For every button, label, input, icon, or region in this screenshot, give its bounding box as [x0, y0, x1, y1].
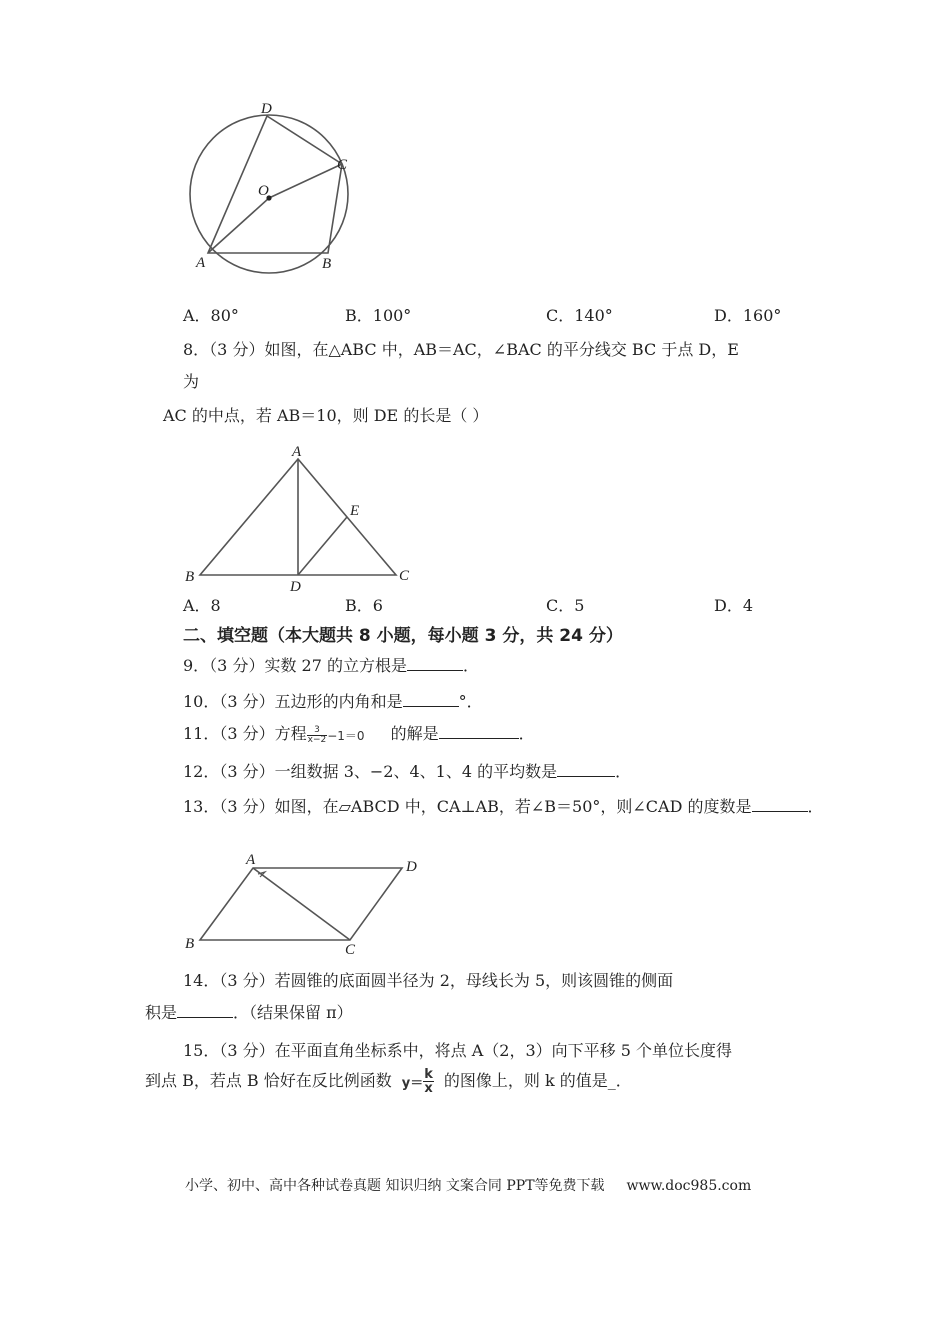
q8-label-e: E — [350, 503, 360, 519]
q14-line-1: 14．（3 分）若圆锥的底面圆半径为 2，母线长为 5，则该圆锥的侧面 — [183, 971, 674, 990]
q9-answer-blank — [407, 656, 463, 671]
q9-suffix: ． — [462, 656, 479, 675]
q13-line — [183, 794, 824, 817]
q15-line-2 — [145, 1068, 632, 1095]
q13-diagonal-ac — [253, 868, 350, 940]
footer — [185, 1175, 751, 1195]
q7-segment-oc — [269, 164, 342, 198]
q8-label-d: D — [290, 579, 301, 595]
q7-label-d: D — [261, 101, 272, 117]
q9-prefix: 9．（3 分）实数 27 的立方根是 — [183, 656, 407, 675]
q13-answer-blank — [752, 797, 808, 812]
q9-line — [183, 653, 479, 676]
q14-line-2 — [145, 1000, 353, 1023]
q8-option-a: A．8 — [183, 596, 221, 615]
q15-function-lhs: y＝ — [401, 1076, 424, 1091]
q8-figure — [180, 440, 420, 595]
q12-prefix: 12．（3 分）一组数据 3、−2、4、1、4 的平均数是 — [183, 762, 558, 781]
q11-equation — [307, 725, 365, 745]
q7-option-a: A．80° — [183, 306, 239, 325]
q11-line — [183, 721, 535, 745]
q10-suffix: °． — [458, 692, 483, 711]
q7-label-b: B — [322, 256, 332, 272]
q14-prefix: 积是 — [145, 1003, 178, 1022]
q7-label-c: C — [337, 157, 348, 173]
q7-label-o: O — [258, 183, 269, 199]
q8-line-1: 8．（3 分）如图，在△ABC 中，AB＝AC，∠BAC 的平分线交 BC 于点 D，E — [183, 340, 739, 359]
q13-label-d: D — [406, 859, 417, 875]
q8-line-3: AC 的中点，若 AB＝10，则 DE 的长是（ ） — [163, 406, 489, 425]
section-heading: 二、填空题（本大题共 8 小题，每小题 3 分，共 24 分） — [183, 626, 623, 646]
q13-label-c: C — [345, 942, 356, 958]
q7-quadrilateral — [208, 116, 342, 253]
q15-prefix: 到点 B，若点 B 恰好在反比例函数 — [145, 1071, 392, 1090]
q10-line — [183, 689, 483, 712]
q7-option-d: D．160° — [714, 306, 782, 325]
q7-segment-ao — [208, 198, 269, 253]
q8-label-c: C — [399, 568, 410, 584]
q10-answer-blank — [403, 692, 459, 707]
q8-option-d: D．4 — [714, 596, 754, 615]
q8-option-c: C．5 — [546, 596, 585, 615]
q10-prefix: 10．（3 分）五边形的内角和是 — [183, 692, 403, 711]
q13-suffix: ． — [807, 797, 824, 816]
q7-label-a: A — [196, 255, 206, 271]
q8-label-b: B — [185, 569, 195, 585]
q15-frac-numerator: k — [424, 1067, 433, 1082]
q8-line-2: 为 — [183, 372, 200, 391]
q15-line-1: 15．（3 分）在平面直角坐标系中，将点 A（2，3）向下平移 5 个单位长度得 — [183, 1041, 732, 1060]
q7-option-c: C．140° — [546, 306, 613, 325]
q14-answer-blank — [177, 1003, 233, 1018]
q14-suffix: ．（结果保留 π） — [233, 1003, 353, 1022]
footer-text: 小学、初中、高中各种试卷真题 知识归纳 文案合同 PPT等免费下载 — [185, 1178, 605, 1194]
q15-frac-denominator: x — [424, 1081, 433, 1096]
q12-line — [183, 759, 631, 782]
q11-suffix: ． — [518, 724, 535, 743]
q15-function — [402, 1068, 434, 1095]
q8-option-b: B．6 — [345, 596, 383, 615]
q11-middle: 的解是 — [390, 724, 439, 743]
q13-label-b: B — [185, 936, 195, 952]
q11-answer-blank — [439, 724, 519, 739]
q7-figure — [185, 100, 365, 275]
q7-circle — [190, 115, 348, 273]
q8-label-a: A — [292, 444, 302, 460]
q11-prefix: 11．（3 分）方程 — [183, 724, 307, 743]
q13-prefix: 13．（3 分）如图，在▱ABCD 中，CA⊥AB，若∠B＝50°，则∠CAD 的度数是 — [183, 797, 752, 816]
q15-suffix: 的图像上，则 k 的值是_． — [443, 1071, 632, 1090]
q11-equation-rest: −1＝0 — [327, 728, 365, 743]
q12-answer-blank — [557, 762, 615, 777]
q13-figure — [180, 848, 430, 958]
footer-url[interactable]: www.doc985.com — [626, 1178, 752, 1194]
q11-frac-denominator: x−2 — [307, 734, 327, 745]
q12-suffix: ． — [615, 762, 632, 781]
q7-option-b: B．100° — [345, 306, 412, 325]
q8-segment-de — [298, 517, 347, 575]
q11-frac-numerator: 3 — [307, 726, 328, 736]
q13-label-a: A — [246, 852, 256, 868]
